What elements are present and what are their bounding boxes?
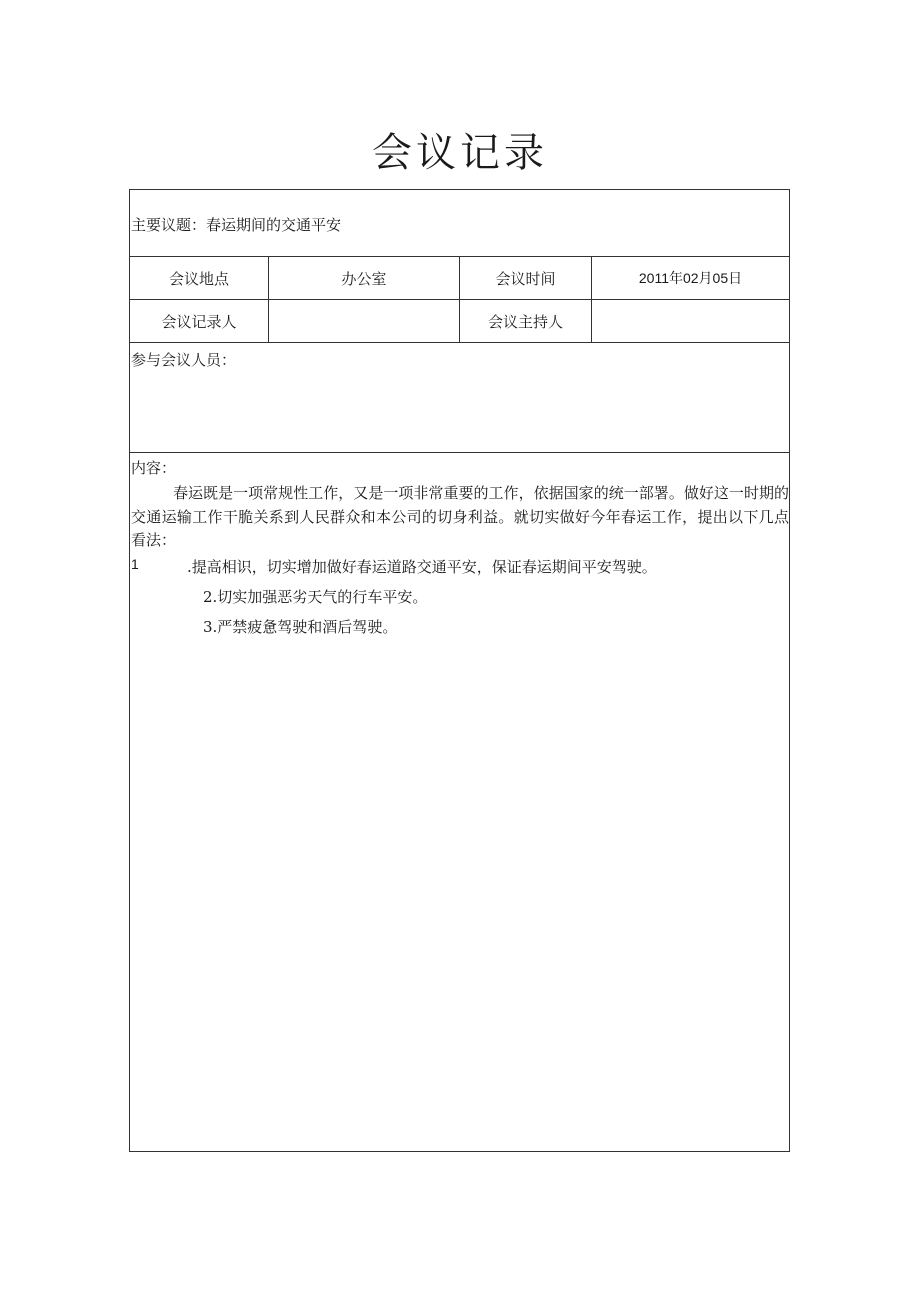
recorder-label: 会议记录人 [130,300,269,342]
place-label: 会议地点 [130,257,269,299]
attendees-label: 参与会议人员： [131,351,237,369]
topic-line [131,214,341,235]
attendees-row [130,343,789,453]
topic-label: 主要议题： [131,216,207,234]
place-time-row [130,257,789,300]
meeting-record-form [129,189,790,1152]
place-value: 办公室 [269,257,460,299]
recorder-value [269,300,460,342]
recorder-host-row [130,300,789,343]
host-label: 会议主持人 [460,300,592,342]
list-item: 2.切实加强恶劣天气的行车平安。 [203,588,428,606]
list-item-number: 1 [131,556,139,572]
list-item: .提高相识，切实增加做好春运道路交通平安，保证春运期间平安驾驶。 [187,558,657,576]
time-label: 会议时间 [460,257,592,299]
time-value: 2011年02月05日 [638,270,743,286]
topic-value: 春运期间的交通平安 [206,216,342,234]
list-item: 3.严禁疲惫驾驶和酒后驾驶。 [203,618,398,636]
topic-row [130,190,789,257]
content-label: 内容： [131,459,177,477]
host-value [592,300,789,342]
document-title: 会议记录 [372,130,548,176]
content-paragraph: 春运既是一项常规性工作，又是一项非常重要的工作，依据国家的统一部署。做好这一时期的交通运输工作干脆关系到人民群众和本公司的切身利益。就切实做好今年春运工作，提出以下几点看法： [131,484,789,549]
